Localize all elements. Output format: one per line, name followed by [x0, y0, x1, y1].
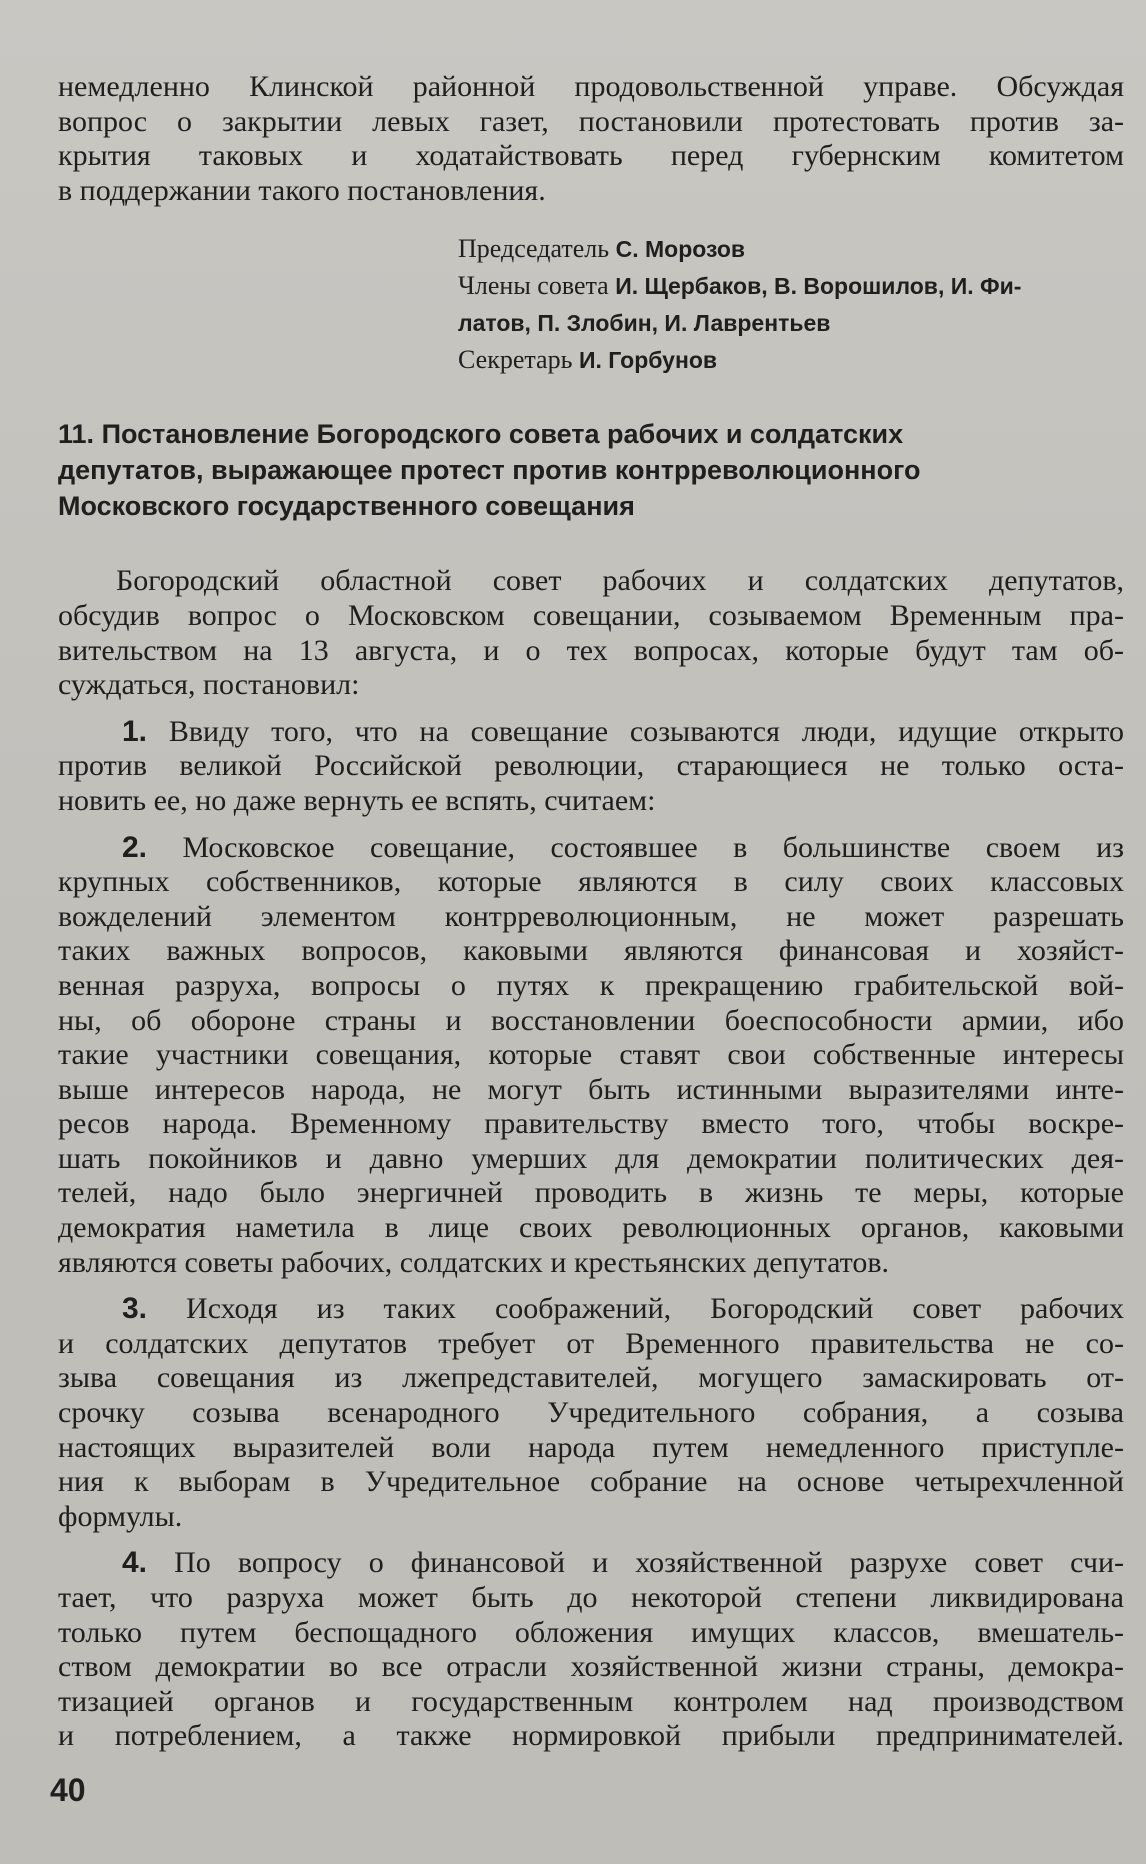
- text-line: такие участники совещания, которые ставят свои собственные интересы: [58, 1038, 1124, 1072]
- text-line: ны, об обороне страны и восстановлении боеспособности армии, ибо: [58, 1003, 1124, 1037]
- preamble-paragraph: [58, 564, 1124, 702]
- text-line: суждаться, постановил:: [58, 668, 360, 702]
- text-line: вительством на 13 августа, и о тех вопросах, которые будут там об-: [58, 633, 1124, 667]
- text-line: выше интересов народа, не могут быть истинными выразителями инте-: [58, 1072, 1124, 1106]
- text-line: вопрос о закрытии левых газет, постановили протестовать против за-: [58, 104, 1124, 138]
- heading-text: Постановление Богородского совета рабочих и солдатских: [101, 419, 904, 450]
- text-line: тает, что разруха может быть до некоторой степени ликвидирована: [58, 1581, 1124, 1614]
- text-line: настоящих выразителей воли народа путем немедленного приступле-: [58, 1430, 1124, 1464]
- heading-line: [58, 416, 1124, 452]
- point-3: [58, 1292, 1124, 1534]
- chairman-name: С. Морозов: [615, 236, 746, 263]
- text-line: и потреблением, а также нормировкой прибыли предпринимателей.: [58, 1719, 1124, 1753]
- text-line: срочку созыва всенародного Учредительного собрания, а созыва: [58, 1396, 1124, 1430]
- intro-paragraph: [58, 70, 1124, 208]
- point-first-line: 1. Ввиду того, что на совещание созываются люди, идущие открыто: [122, 714, 1124, 748]
- text-line: и солдатских депутатов требует от Временного правительства не со-: [58, 1326, 1124, 1360]
- chairman-signature: [458, 230, 1124, 267]
- point-number: 2.: [122, 830, 148, 864]
- text-line: шать покойников и давно умерших для демократии политических дея-: [58, 1141, 1124, 1175]
- text-line: телей, надо было энергичней проводить в жизнь те меры, которые: [58, 1176, 1124, 1210]
- secretary-name: И. Горбунов: [578, 347, 718, 374]
- members-signature-continued: [458, 304, 1124, 341]
- members-names: И. Щербаков, В. Ворошилов, И. Фи-: [615, 273, 1022, 300]
- text-line: зыва совещания из лжепредставителей, могущего замаскировать от-: [58, 1361, 1124, 1395]
- text-line: ресов народа. Временному правительству вместо того, чтобы воскре-: [58, 1107, 1124, 1141]
- heading-line: депутатов, выражающее протест против контрреволюционного: [58, 455, 921, 486]
- text-line: крупных собственников, которые являются в силу своих классовых: [58, 865, 1124, 899]
- text-line: формулы.: [58, 1499, 183, 1533]
- text-line: против великой Российской революции, старающиеся не только оста-: [58, 749, 1124, 783]
- text-line: ством демократии во все отрасли хозяйственной жизни страны, демокра-: [58, 1650, 1124, 1684]
- text-line: таких важных вопросов, каковыми являются финансовая и хозяйст-: [58, 934, 1124, 968]
- point-first-line: 2. Московское совещание, состоявшее в большинстве своем из: [122, 830, 1125, 864]
- chairman-label: Председатель: [458, 234, 610, 264]
- text-line: Богородский областной совет рабочих и солдатских депутатов,: [116, 564, 1124, 598]
- point-number: 4.: [122, 1546, 148, 1580]
- page-number: 40: [50, 1772, 86, 1808]
- section-number: 11.: [58, 419, 95, 450]
- point-2: [58, 831, 1124, 1281]
- text-line: являются советы рабочих, солдатских и крестьянских депутатов.: [58, 1245, 890, 1279]
- point-first-line: 3. Исходя из таких соображений, Богородский совет рабочих: [122, 1292, 1124, 1326]
- heading-line: Московского государственного совещания: [58, 491, 635, 522]
- text-line: новить ее, но даже вернуть ее вспять, считаем:: [58, 783, 656, 817]
- text-line: немедленно Клинской районной продовольственной управе. Обсуждая: [58, 70, 1124, 103]
- text-line: демократия наметила в лице своих революционных органов, каковыми: [58, 1211, 1124, 1245]
- text-line: крытия таковых и ходатайствовать перед губернским комитетом: [58, 139, 1124, 173]
- text-line: венная разруха, вопросы о путях к прекращению грабительской вой-: [58, 968, 1124, 1002]
- point-number: 1.: [122, 714, 148, 748]
- section-heading: [58, 416, 1124, 524]
- point-number: 3.: [122, 1292, 148, 1326]
- members-names-continued: латов, П. Злобин, И. Лаврентьев: [458, 310, 831, 337]
- secretary-signature: [458, 341, 1124, 378]
- secretary-label: Секретарь: [458, 345, 573, 375]
- text-line: обсудив вопрос о Московском совещании, созываемом Временным пра-: [58, 598, 1124, 632]
- text-line: тизацией органов и государственным контролем над производством: [58, 1684, 1124, 1718]
- members-signature: [458, 267, 1124, 304]
- signature-block: [58, 230, 1124, 378]
- text-line: только путем беспощадного обложения имущих классов, вмешатель-: [58, 1615, 1124, 1649]
- text-line: в поддержании такого постановления.: [58, 173, 546, 207]
- members-label: Члены совета: [458, 271, 609, 301]
- point-first-line: 4. По вопросу о финансовой и хозяйственной разрухе совет счи-: [122, 1546, 1124, 1580]
- text-line: вожделений элементом контрреволюционным, не может разрешать: [58, 899, 1124, 933]
- text-line: ния к выборам в Учредительное собрание на основе четырехчленной: [58, 1465, 1124, 1499]
- point-1: [58, 715, 1124, 819]
- point-4: [58, 1546, 1124, 1754]
